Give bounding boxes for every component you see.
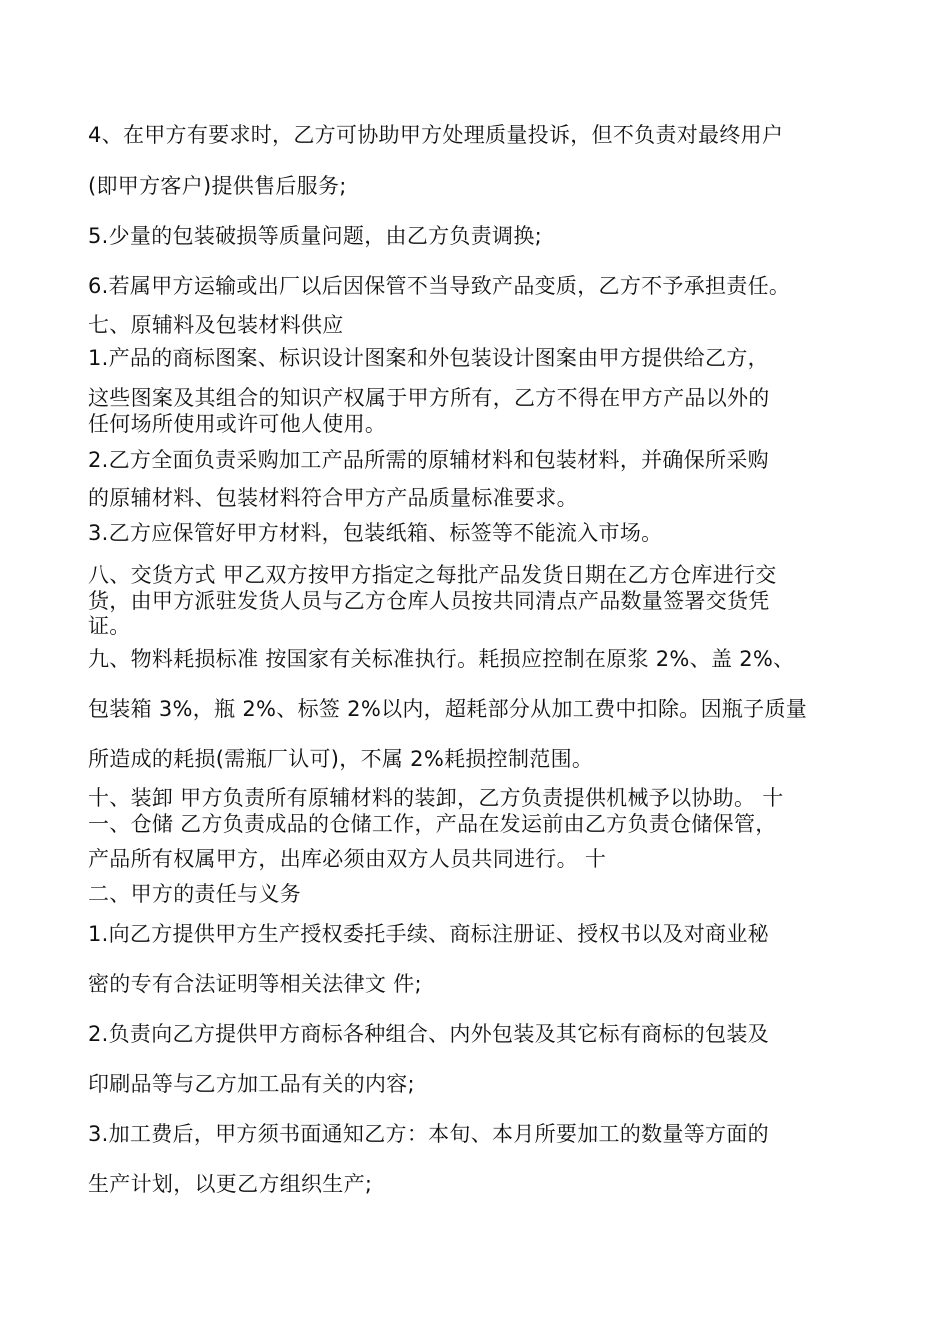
text-line: 这些图案及其组合的知识产权属于甲方所有，乙方不得在甲方产品以外的 — [88, 386, 770, 410]
text-line: 包装箱 3%，瓶 2%、标签 2%以内，超耗部分从加工费中扣除。因瓶子质量 — [88, 697, 808, 721]
text-line: 生产计划，以更乙方组织生产; — [88, 1172, 373, 1196]
section-heading: 十、装卸 甲方负责所有原辅材料的装卸，乙方负责提供机械予以协助。 十 — [88, 786, 784, 810]
text-line: 6.若属甲方运输或出厂以后因保管不当导致产品变质，乙方不予承担责任。 — [88, 274, 791, 298]
text-line: 3.乙方应保管好甲方材料，包装纸箱、标签等不能流入市场。 — [88, 521, 663, 545]
section-heading: 七、原辅料及包装材料供应 — [88, 313, 344, 337]
section-heading: 九、物料耗损标准 按国家有关标准执行。耗损应控制在原浆 2%、盖 2%、 — [88, 647, 795, 671]
text-line: 的原辅材料、包装材料符合甲方产品质量标准要求。 — [88, 486, 578, 510]
text-line: 任何场所使用或许可他人使用。 — [88, 412, 387, 436]
section-heading: 八、交货方式 甲乙双方按甲方指定之每批产品发货日期在乙方仓库进行交 — [88, 563, 777, 587]
text-line: 所造成的耗损(需瓶厂认可)，不属 2%耗损控制范围。 — [88, 747, 594, 771]
text-line: 证。 — [88, 614, 131, 638]
text-line: 4、在甲方有要求时，乙方可协助甲方处理质量投诉，但不负责对最终用户 — [88, 123, 784, 147]
text-line: 货，由甲方派驻发货人员与乙方仓库人员按共同清点产品数量签署交货凭 — [88, 589, 770, 613]
text-line: 密的专有合法证明等相关法律文 件; — [88, 972, 422, 996]
text-line: (即甲方客户)提供售后服务; — [88, 174, 347, 198]
text-line: 5.少量的包装破损等质量问题，由乙方负责调换; — [88, 224, 543, 248]
text-line: 1.产品的商标图案、标识设计图案和外包装设计图案由甲方提供给乙方， — [88, 346, 769, 370]
text-line: 产品所有权属甲方，出库必须由双方人员共同进行。 十 — [88, 847, 607, 871]
text-line: 1.向乙方提供甲方生产授权委托手续、商标注册证、授权书以及对商业秘 — [88, 922, 769, 946]
text-line: 印刷品等与乙方加工品有关的内容; — [88, 1072, 415, 1096]
text-line: 2.负责向乙方提供甲方商标各种组合、内外包装及其它标有商标的包装及 — [88, 1022, 769, 1046]
section-heading: 一、仓储 乙方负责成品的仓储工作，产品在发运前由乙方负责仓储保管， — [88, 812, 777, 836]
section-heading: 二、甲方的责任与义务 — [88, 882, 301, 906]
text-line: 3.加工费后，甲方须书面通知乙方：本旬、本月所要加工的数量等方面的 — [88, 1122, 769, 1146]
text-line: 2.乙方全面负责采购加工产品所需的原辅材料和包装材料，并确保所采购 — [88, 448, 769, 472]
